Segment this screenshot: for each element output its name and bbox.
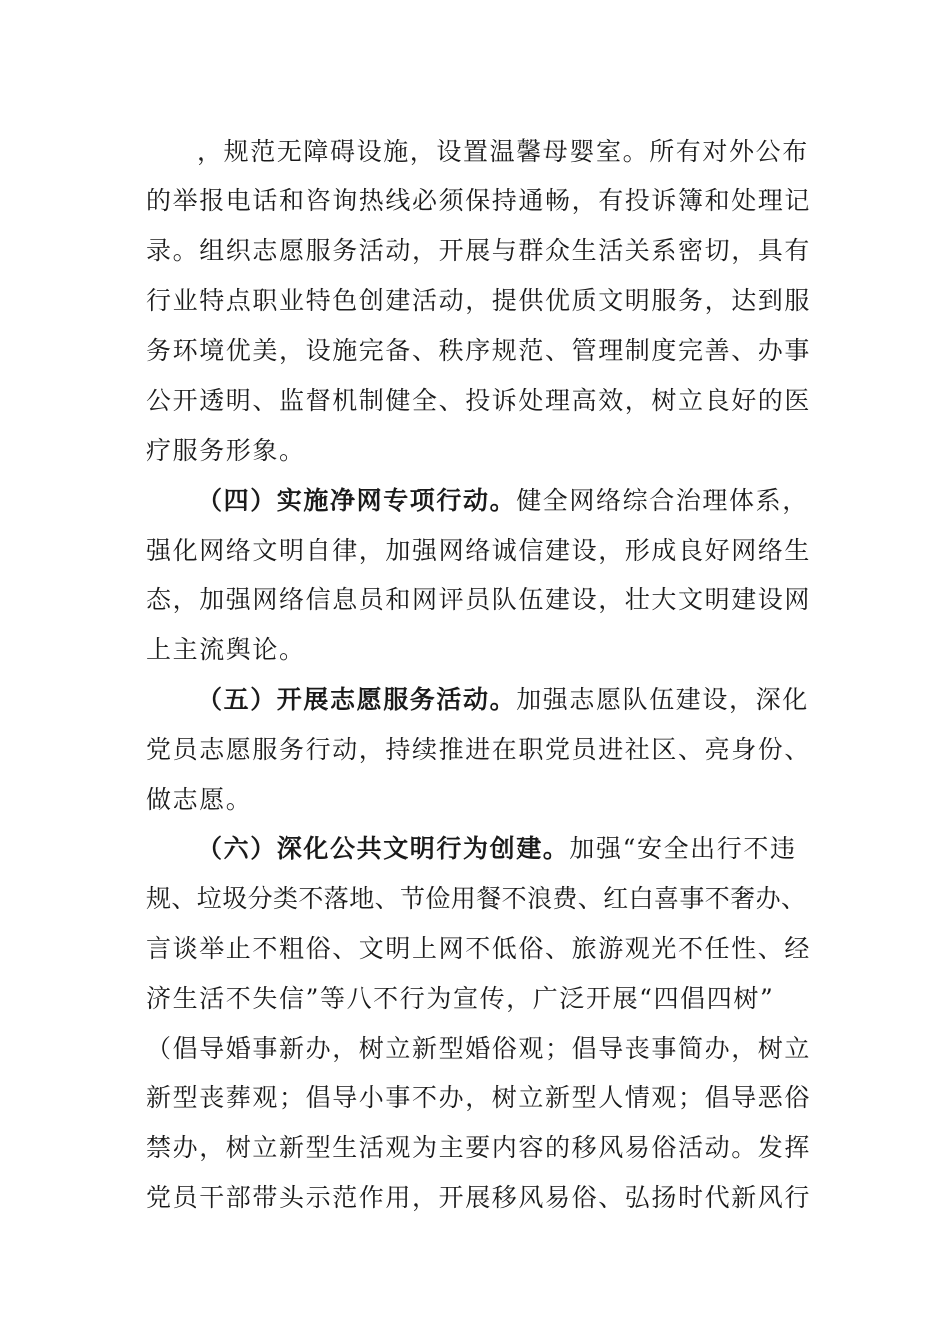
paragraph-line: 疗服务形象。 bbox=[146, 436, 306, 465]
section-6-heading: （六）深化公共文明行为创建。 bbox=[197, 834, 570, 863]
section-4-heading: （四）实施净网专项行动。 bbox=[197, 486, 517, 515]
paragraph-line: 务环境优美，设施完备、秩序规范、管理制度完善、办事 bbox=[146, 336, 812, 365]
paragraph-line: 上主流舆论。 bbox=[146, 635, 306, 664]
paragraph-line: ，规范无障碍设施，设置温馨母婴室。所有对外公布 bbox=[197, 137, 809, 166]
section-6-first-line bbox=[197, 834, 806, 864]
section-4-first-line bbox=[197, 486, 809, 516]
paragraph-line: 强化网络文明自律，加强网络诚信建设，形成良好网络生 bbox=[146, 536, 812, 565]
paragraph-line: 党员干部带头示范作用，开展移风易俗、弘扬时代新风行 bbox=[146, 1183, 812, 1212]
paragraph-line: （倡导婚事新办，树立新型婚俗观；倡导丧事简办，树立 bbox=[146, 1034, 812, 1063]
paragraph-line: 济生活不失信”等八不行为宣传，广泛开展“四倡四树” bbox=[146, 984, 775, 1013]
paragraph-line: 禁办，树立新型生活观为主要内容的移风易俗活动。发挥 bbox=[146, 1133, 812, 1162]
paragraph-line: 做志愿。 bbox=[146, 785, 253, 814]
paragraph-line: 规、垃圾分类不落地、节俭用餐不浪费、红白喜事不奢办、 bbox=[146, 884, 807, 913]
section-5-heading: （五）开展志愿服务活动。 bbox=[197, 685, 517, 714]
paragraph-line: 公开透明、监督机制健全、投诉处理高效，树立良好的医 bbox=[146, 386, 812, 415]
paragraph-line: 新型丧葬观；倡导小事不办，树立新型人情观；倡导恶俗 bbox=[146, 1083, 812, 1112]
paragraph-line: 录。组织志愿服务活动，开展与群众生活关系密切，具有 bbox=[146, 236, 812, 265]
paragraph-line: 态，加强网络信息员和网评员队伍建设，壮大文明建设网 bbox=[146, 585, 812, 614]
paragraph-line: 言谈举止不粗俗、文明上网不低俗、旅游观光不任性、经 bbox=[146, 934, 812, 963]
paragraph-line: 行业特点职业特色创建活动，提供优质文明服务，达到服 bbox=[146, 286, 812, 315]
section-5-first-line bbox=[197, 685, 809, 715]
paragraph-line: 党员志愿服务行动，持续推进在职党员进社区、亮身份、 bbox=[146, 735, 812, 764]
paragraph-line: 的举报电话和咨询热线必须保持通畅，有投诉簿和处理记 bbox=[146, 186, 812, 215]
section-6-text: 加强“安全出行不违 bbox=[569, 834, 797, 863]
section-4-text: 健全网络综合治理体系， bbox=[516, 486, 809, 515]
section-5-text: 加强志愿队伍建设，深化 bbox=[516, 685, 809, 714]
